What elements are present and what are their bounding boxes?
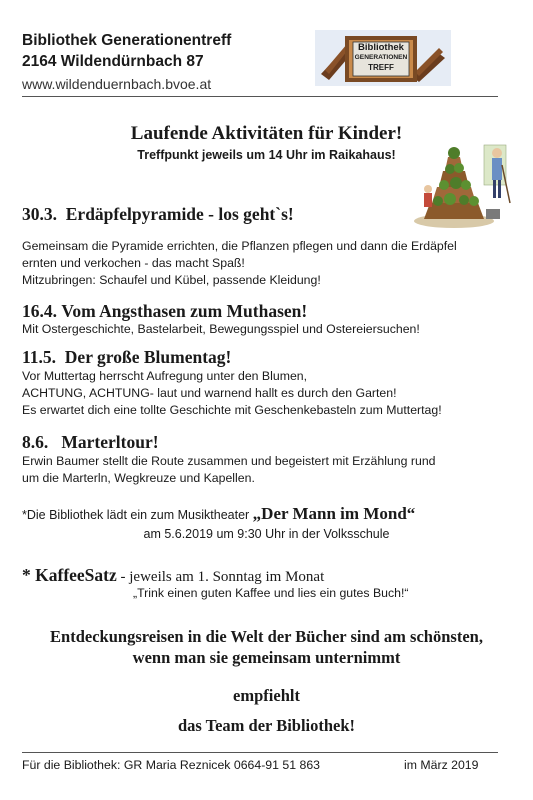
footer-date: im März 2019 <box>404 758 479 772</box>
activity-title: Der große Blumentag! <box>64 347 232 367</box>
kaffee-heading <box>22 565 324 586</box>
theater-prefix: *Die Bibliothek lädt ein zum Musiktheater <box>22 508 253 522</box>
theater-time: am 5.6.2019 um 9:30 Uhr in der Volksschule <box>143 527 390 541</box>
activity-description <box>22 321 420 338</box>
theater-announcement <box>22 504 415 524</box>
text-line: ACHTUNG, ACHTUNG- laut und warnend hallt es durch den Garten! <box>22 386 397 400</box>
website-link[interactable]: www.wildenduernbach.bvoe.at <box>22 76 212 92</box>
kaffee-title: * KaffeeSatz <box>22 565 117 585</box>
logo-text-line: GENERATIONEN <box>354 54 408 61</box>
text-line: Erwin Baumer stellt die Route zusammen und begeistert mit Erzählung rund <box>22 454 436 468</box>
org-address: 2164 Wildendürnbach 87 <box>22 53 204 70</box>
activity-title: Marterltour! <box>61 432 159 452</box>
closing-line: wenn man sie gemeinsam unternimmt <box>132 648 401 667</box>
activity-date: 8.6. <box>22 432 49 452</box>
activity-title: Erdäpfelpyramide - los geht`s! <box>65 204 294 224</box>
header-divider <box>22 96 498 97</box>
activity-date: 30.3. <box>22 204 57 224</box>
text-line: Es erwartet dich eine tollte Geschichte mit Geschenkebasteln zum Muttertag! <box>22 403 442 417</box>
closing-team: das Team der Bibliothek! <box>177 716 356 735</box>
text-line: um die Marterln, Wegkreuze und Kapellen. <box>22 471 255 485</box>
text-line: Gemeinsam die Pyramide errichten, die Pflanzen pflegen und dann die Erdäpfel <box>22 239 457 253</box>
library-logo <box>315 30 451 86</box>
activity-description <box>22 238 457 289</box>
text-line: Mitzubringen: Schaufel und Kübel, passende Kleidung! <box>22 273 321 287</box>
activity-date: 11.5. <box>22 347 57 367</box>
theater-show-title: „Der Mann im Mond“ <box>252 504 416 523</box>
text-line: Vor Muttertag herrscht Aufregung unter den Blumen, <box>22 369 308 383</box>
activity-heading <box>22 301 307 322</box>
logo-text-line: Bibliothek <box>358 42 404 53</box>
kaffee-when: jeweils am 1. Sonntag im Monat <box>129 569 325 585</box>
activity-date: 16.4. <box>22 301 57 321</box>
potato-pyramid-illustration <box>414 133 514 231</box>
kaffee-motto: „Trink einen guten Kaffee und lies ein gutes Buch!“ <box>133 586 409 600</box>
page-title: Laufende Aktivitäten für Kinder! <box>130 123 403 144</box>
activity-title: Vom Angsthasen zum Muthasen! <box>61 301 308 321</box>
text-line: ernten und verkochen - das macht Spaß! <box>22 256 245 270</box>
kaffee-dash: - <box>116 569 130 585</box>
footer-divider <box>22 752 498 753</box>
text-line: Mit Ostergeschichte, Bastelarbeit, Bewegungsspiel und Ostereiersuchen! <box>22 322 420 336</box>
closing-recommends: empfiehlt <box>233 686 300 705</box>
activity-description <box>22 453 436 487</box>
activity-heading <box>22 432 159 453</box>
activity-description <box>22 368 442 419</box>
logo-text-line: TREFF <box>368 63 394 72</box>
activity-heading <box>22 347 231 368</box>
page-subtitle: Treffpunkt jeweils um 14 Uhr im Raikahaus! <box>137 148 396 162</box>
closing-line: Entdeckungsreisen in die Welt der Bücher sind am schönsten, <box>50 627 483 646</box>
activity-heading <box>22 204 294 225</box>
closing-quote <box>0 626 533 668</box>
org-name: Bibliothek Generationentreff <box>22 32 232 49</box>
footer-contact: Für die Bibliothek: GR Maria Reznicek 0664-91 51 863 <box>22 758 321 772</box>
